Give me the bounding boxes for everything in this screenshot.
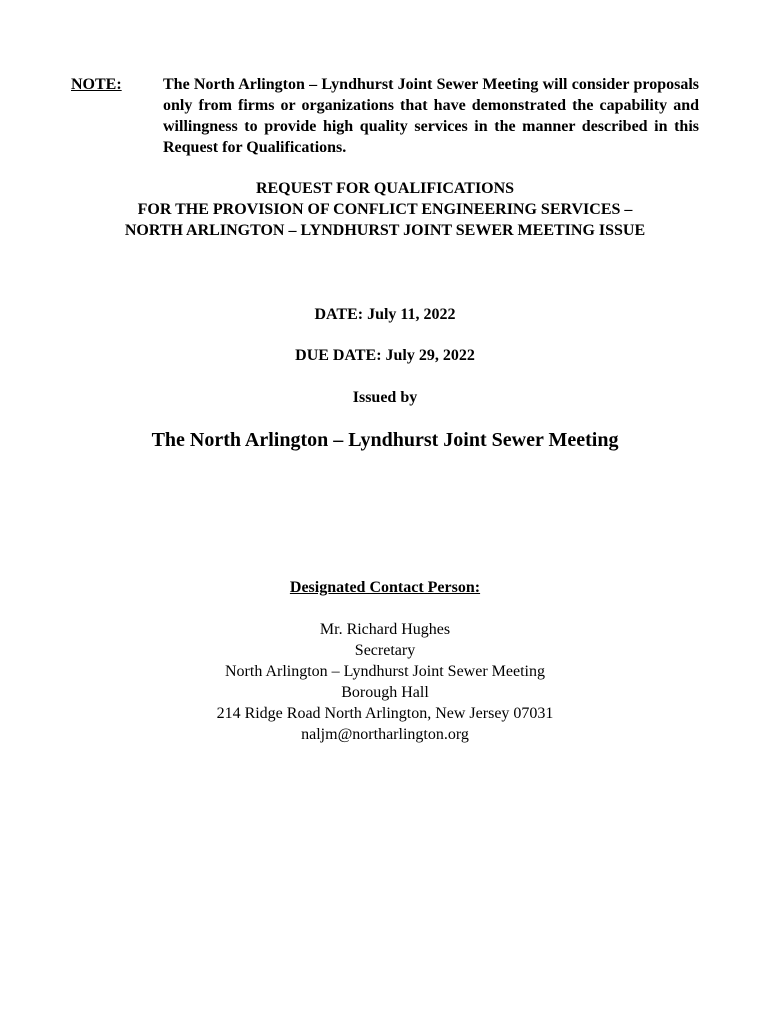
due-date: DUE DATE: July 29, 2022	[295, 347, 475, 364]
contact-building: Borough Hall	[341, 684, 429, 701]
issuer-name: The North Arlington – Lyndhurst Joint Sewer Meeting	[151, 429, 619, 451]
rfq-title-line-2: FOR THE PROVISION OF CONFLICT ENGINEERING SERVICES –	[137, 201, 633, 218]
rfq-title-line-1: REQUEST FOR QUALIFICATIONS	[255, 180, 515, 197]
contact-name: Mr. Richard Hughes	[319, 621, 451, 638]
contact-email: naljm@northarlington.org	[301, 726, 469, 743]
rfq-title-line-3: NORTH ARLINGTON – LYNDHURST JOINT SEWER MEETING ISSUE	[124, 222, 646, 239]
contact-role: Secretary	[354, 642, 416, 659]
contact-address: 214 Ridge Road North Arlington, New Jersey 07031	[216, 705, 554, 722]
rfq-title	[0, 178, 770, 241]
contact-organization: North Arlington – Lyndhurst Joint Sewer Meeting	[225, 663, 545, 680]
issued-by-label: Issued by	[352, 389, 418, 406]
contact-details	[0, 619, 770, 745]
note-text: The North Arlington – Lyndhurst Joint Sewer Meeting will consider proposals only from firms or organizations that have demonstrated the capability and willingness to provide high quality services in the manner described in this Request for Qualifications.	[163, 76, 699, 156]
note-label: NOTE:	[71, 76, 122, 93]
contact-heading: Designated Contact Person:	[289, 579, 481, 596]
issue-date: DATE: July 11, 2022	[314, 306, 456, 323]
